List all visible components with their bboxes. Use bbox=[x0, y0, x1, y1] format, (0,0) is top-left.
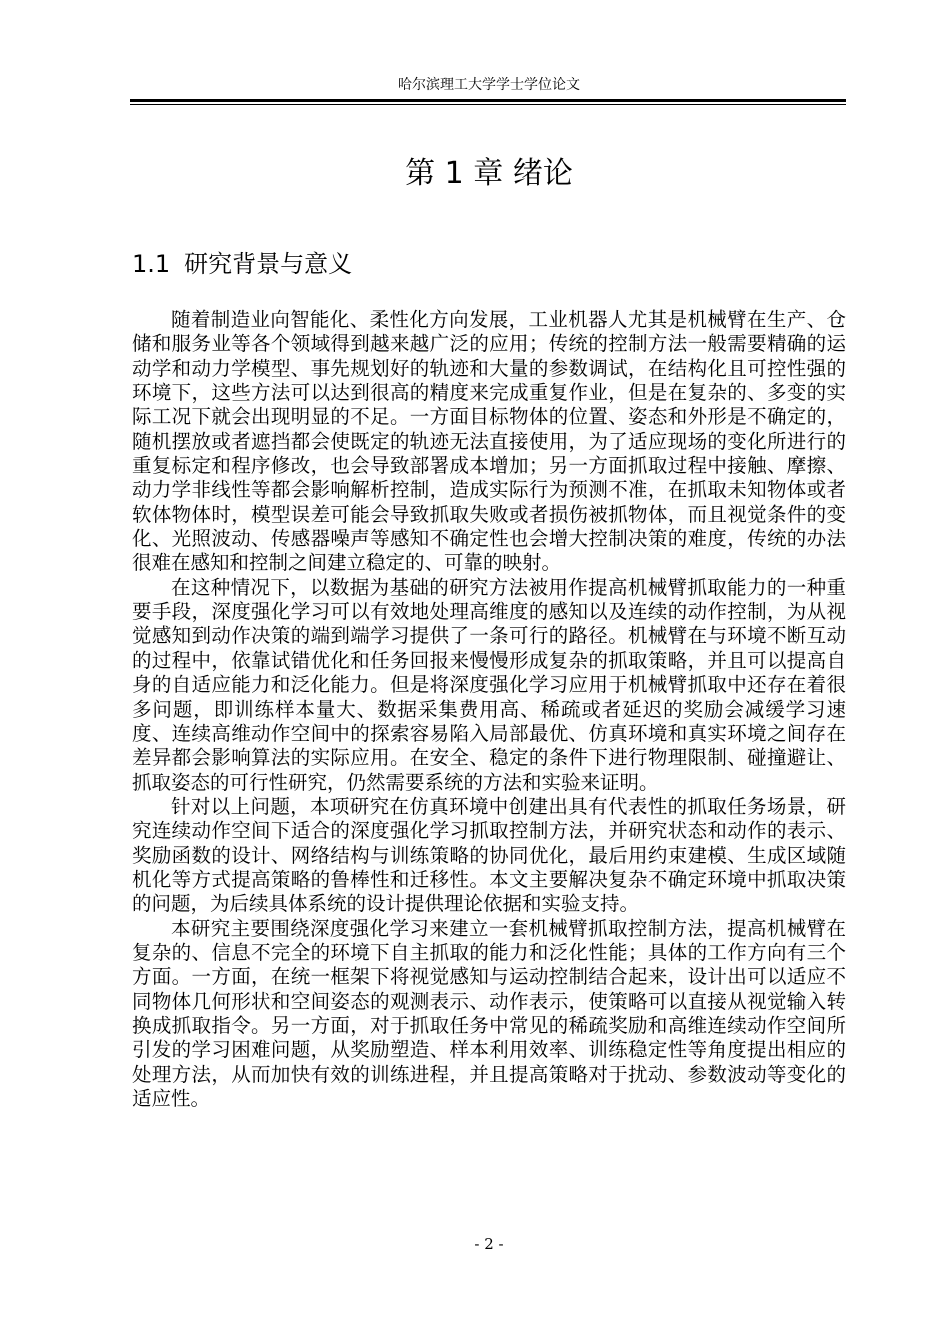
header-rule-thin bbox=[130, 104, 846, 105]
paragraph: 随着制造业向智能化、柔性化方向发展，工业机器人尤其是机械臂在生产、仓储和服务业等各个领域得到越来越广泛的应用；传统的控制方法一般需要精确的运动学和动力学模型、事先规划好的轨迹和大量的参数调试，在结构化且可控性强的环境下，这些方法可以达到很高的精度来完成重复作业，但是在复杂的、多变的实际工况下就会出现明显的不足。一方面目标物体的位置、姿态和外形是不确定的，随机摆放或者遮挡都会使既定的轨迹无法直接使用，为了适应现场的变化所进行的重复标定和程序修改，也会导致部署成本增加；另一方面抓取过程中接触、摩擦、动力学非线性等都会影响解析控制，造成实际行为预测不准，在抓取未知物体或者软体物体时，模型误差可能会导致抓取失败或者损伤被抓物体，而且视觉条件的变化、光照波动、传感器噪声等感知不确定性也会增大控制决策的难度，传统的办法很难在感知和控制之间建立稳定的、可靠的映射。 bbox=[132, 308, 846, 575]
header-rule-thick bbox=[130, 99, 846, 102]
paragraph: 本研究主要围绕深度强化学习来建立一套机械臂抓取控制方法，提高机械臂在复杂的、信息不完全的环境下自主抓取的能力和泛化性能；具体的工作方向有三个方面。一方面，在统一框架下将视觉感知与运动控制结合起来，设计出可以适应不同物体几何形状和空间姿态的观测表示、动作表示，使策略可以直接从视觉输入转换成抓取指令。另一方面，对于抓取任务中常见的稀疏奖励和高维连续动作空间所引发的学习困难问题，从奖励塑造、样本利用效率、训练稳定性等角度提出相应的处理方法，从而加快有效的训练进程，并且提高策略对于扰动、参数波动等变化的适应性。 bbox=[132, 916, 846, 1110]
section-heading bbox=[132, 248, 352, 280]
section-number: 1.1 bbox=[132, 250, 171, 278]
body-text bbox=[132, 308, 846, 1111]
running-header: 哈尔滨理工大学学士学位论文 bbox=[398, 77, 580, 93]
chapter-title: 第 1 章 绪论 bbox=[405, 156, 573, 191]
page-number: - 2 - bbox=[474, 1235, 504, 1253]
paragraph: 在这种情况下，以数据为基础的研究方法被用作提高机械臂抓取能力的一种重要手段，深度强化学习可以有效地处理高维度的感知以及连续的动作控制，为从视觉感知到动作决策的端到端学习提供了一条可行的路径。机械臂在与环境不断互动的过程中，依靠试错优化和任务回报来慢慢形成复杂的抓取策略，并且可以提高自身的自适应能力和泛化能力。但是将深度强化学习应用于机械臂抓取中还存在着很多问题，即训练样本量大、数据采集费用高、稀疏或者延迟的奖励会减缓学习速度、连续高维动作空间中的探索容易陷入局部最优、仿真环境和真实环境之间存在差异都会影响算法的实际应用。在安全、稳定的条件下进行物理限制、碰撞避让、抓取姿态的可行性研究，仍然需要系统的方法和实验来证明。 bbox=[132, 575, 846, 794]
section-title: 研究背景与意义 bbox=[184, 250, 353, 278]
paragraph: 针对以上问题，本项研究在仿真环境中创建出具有代表性的抓取任务场景，研究连续动作空间下适合的深度强化学习抓取控制方法，并研究状态和动作的表示、奖励函数的设计、网络结构与训练策略的协同优化，最后用约束建模、生成区域随机化等方式提高策略的鲁棒性和迁移性。本文主要解决复杂不确定环境中抓取决策的问题，为后续具体系统的设计提供理论依据和实验支持。 bbox=[132, 794, 846, 916]
